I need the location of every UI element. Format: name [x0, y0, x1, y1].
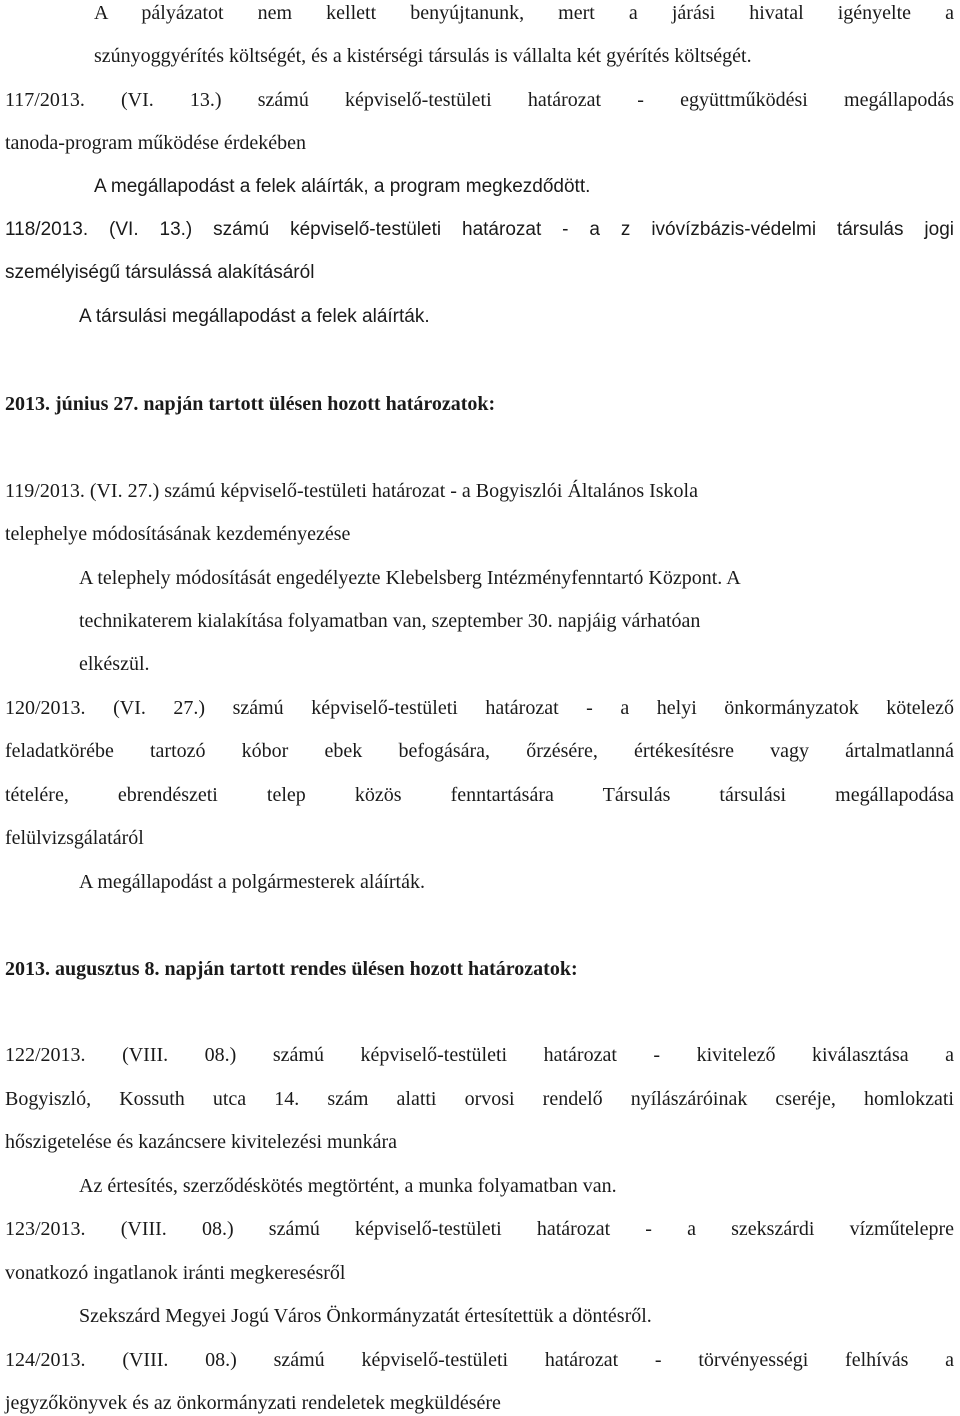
resolution-heading: 124/2013. (VIII. 08.) számú képviselő-testületi határozat - törvényességi felhívás a	[5, 1349, 954, 1371]
resolution-heading: tanoda-program működése érdekében	[5, 132, 306, 154]
session-heading: 2013. június 27. napján tartott ülésen hozott határozatok:	[5, 393, 496, 415]
resolution-heading: személyiségű társulássá alakításáról	[5, 262, 315, 283]
resolution-status: A megállapodást a felek aláírták, a program megkezdődött.	[94, 176, 591, 197]
resolution-status: A telephely módosítását engedélyezte Klebelsberg Intézményfenntartó Központ. A	[79, 567, 741, 589]
resolution-heading: jegyzőkönyvek és az önkormányzati rendeletek megküldésére	[5, 1392, 501, 1414]
resolution-heading: 117/2013. (VI. 13.) számú képviselő-testületi határozat - együttműködési megállapodás	[5, 89, 954, 111]
resolution-status: Szekszárd Megyei Jogú Város Önkormányzatát értesítettük a döntésről.	[79, 1305, 652, 1327]
resolution-status: Az értesítés, szerződéskötés megtörtént, a munka folyamatban van.	[79, 1175, 617, 1197]
session-heading: 2013. augusztus 8. napján tartott rendes ülésen hozott határozatok:	[5, 958, 578, 980]
resolution-heading: 119/2013. (VI. 27.) számú képviselő-testületi határozat - a Bogyiszlói Általános Iskola	[5, 480, 698, 502]
resolution-heading: 120/2013. (VI. 27.) számú képviselő-testületi határozat - a helyi önkormányzatok kötelező	[5, 697, 954, 719]
resolution-status: A megállapodást a polgármesterek aláírták.	[79, 871, 425, 893]
resolution-heading: Bogyiszló, Kossuth utca 14. szám alatti orvosi rendelő nyílászáróinak cseréje, homlokzati	[5, 1088, 954, 1110]
resolution-heading: felülvizsgálatáról	[5, 827, 144, 849]
paragraph-line: A pályázatot nem kellett benyújtanunk, mert a járási hivatal igényelte a	[94, 2, 954, 24]
resolution-heading: feladatkörébe tartozó kóbor ebek befogására, őrzésére, értékesítésre vagy ártalmatlanná	[5, 740, 954, 762]
resolution-heading: tételére, ebrendészeti telep közös fenntartására Társulás társulási megállapodása	[5, 784, 954, 806]
resolution-status: A társulási megállapodást a felek aláírták.	[79, 306, 430, 327]
resolution-heading: telephelye módosításának kezdeményezése	[5, 523, 351, 545]
resolution-heading: 122/2013. (VIII. 08.) számú képviselő-testületi határozat - kivitelező kiválasztása a	[5, 1044, 954, 1066]
paragraph-line: szúnyoggyérítés költségét, és a kistérségi társulás is vállalta két gyérítés költségét.	[94, 45, 752, 67]
resolution-status: elkészül.	[79, 653, 150, 675]
resolution-heading: vonatkozó ingatlanok iránti megkeresésről	[5, 1262, 346, 1284]
resolution-status: technikaterem kialakítása folyamatban van, szeptember 30. napjáig várhatóan	[79, 610, 701, 632]
resolution-heading: hőszigetelése és kazáncsere kivitelezési munkára	[5, 1131, 398, 1153]
resolution-heading: 118/2013. (VI. 13.) számú képviselő-testületi határozat - a z ivóvízbázis-védelmi társulás jogi	[5, 219, 954, 240]
resolution-heading: 123/2013. (VIII. 08.) számú képviselő-testületi határozat - a szekszárdi vízműtelepre	[5, 1218, 954, 1240]
